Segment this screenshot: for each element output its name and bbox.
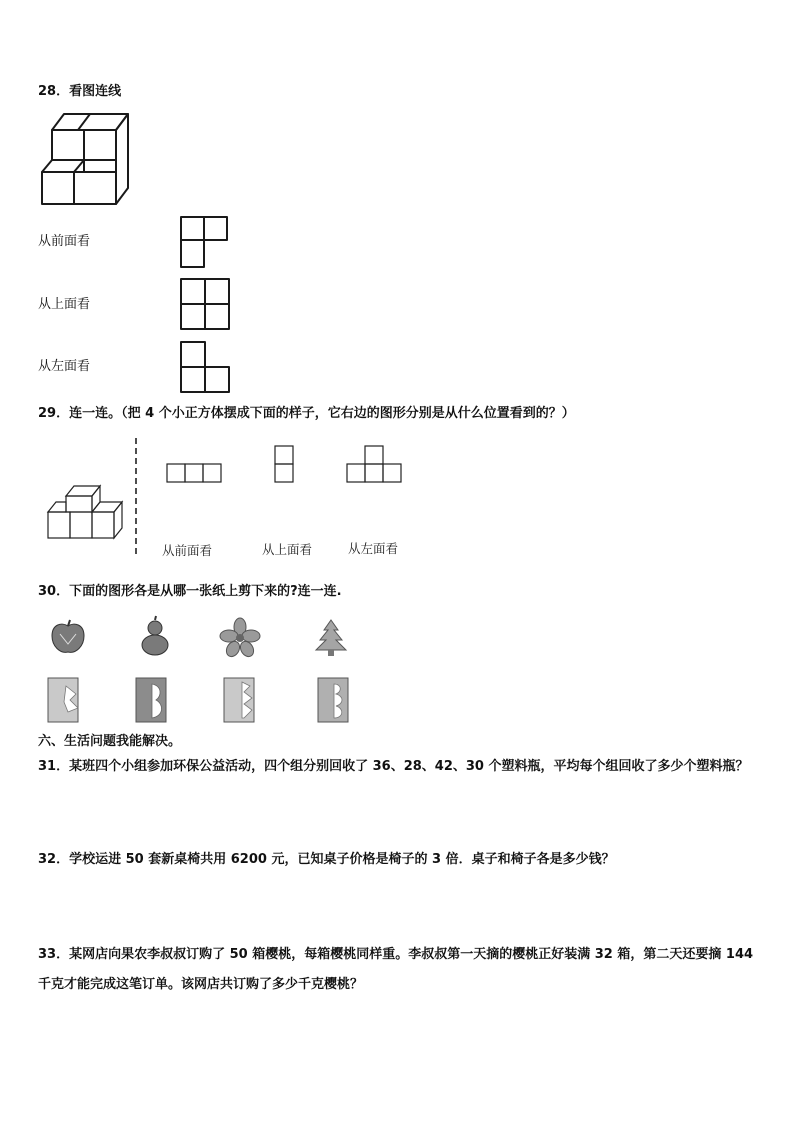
q28-title: 28．看图连线 <box>38 84 122 99</box>
q28-view-shape-1 <box>180 216 230 270</box>
q28-view-front-label: 从前面看 <box>38 234 91 249</box>
q31-text: 31．某班四个小组参加环保公益活动，四个组分别回收了 36、28、42、30 个塑料瓶，平均每个组回收了多少个塑料瓶？ <box>38 759 749 774</box>
q28-view-shape-2 <box>180 278 232 332</box>
gourd-shape-icon <box>138 616 172 658</box>
q29-view-shape-1 <box>166 463 222 485</box>
q28-cube-figure <box>38 110 138 210</box>
paper-sheet-1 <box>46 676 82 724</box>
q29-view-shape-2 <box>274 445 296 485</box>
q29-title: 29．连一连。（把 4 个小正方体摆成下面的样子，它右边的图形分别是从什么位置看到的？） <box>38 406 575 421</box>
paper-sheet-4 <box>316 676 352 724</box>
q28-view-left-label: 从左面看 <box>38 359 91 374</box>
q33-text-line2: 千克才能完成这笔订单。该网店共订购了多少千克樱桃？ <box>38 977 364 992</box>
tree-shape-icon <box>314 618 348 658</box>
q29-cube-figure <box>44 482 126 542</box>
q29-view-shape-3 <box>346 445 402 485</box>
q30-title: 30．下面的图形各是从哪一张纸上剪下来的?连一连. <box>38 584 342 599</box>
q33-text-line1: 33．某网店向果农李叔叔订购了 50 箱樱桃，每箱樱桃同样重。李叔叔第一天摘的樱桃正好装满 32 箱，第二天还要摘 144 <box>38 947 754 962</box>
q29-label-top: 从上面看 <box>262 542 313 557</box>
flower-shape-icon <box>220 618 260 658</box>
q29-dashed-divider <box>134 438 138 554</box>
q29-label-front: 从前面看 <box>162 543 213 558</box>
paper-sheet-2 <box>134 676 170 724</box>
q32-text: 32．学校运进 50 套新桌椅共用 6200 元，已知桌子价格是椅子的 3 倍．桌子和椅子各是多少钱？ <box>38 852 615 867</box>
q29-label-left: 从左面看 <box>348 541 399 556</box>
paper-sheet-3 <box>222 676 258 724</box>
q28-view-shape-3 <box>180 341 232 395</box>
section6-title: 六、生活问题我能解决。 <box>38 734 182 749</box>
apple-shape-icon <box>48 618 88 658</box>
q28-view-top-label: 从上面看 <box>38 297 91 312</box>
